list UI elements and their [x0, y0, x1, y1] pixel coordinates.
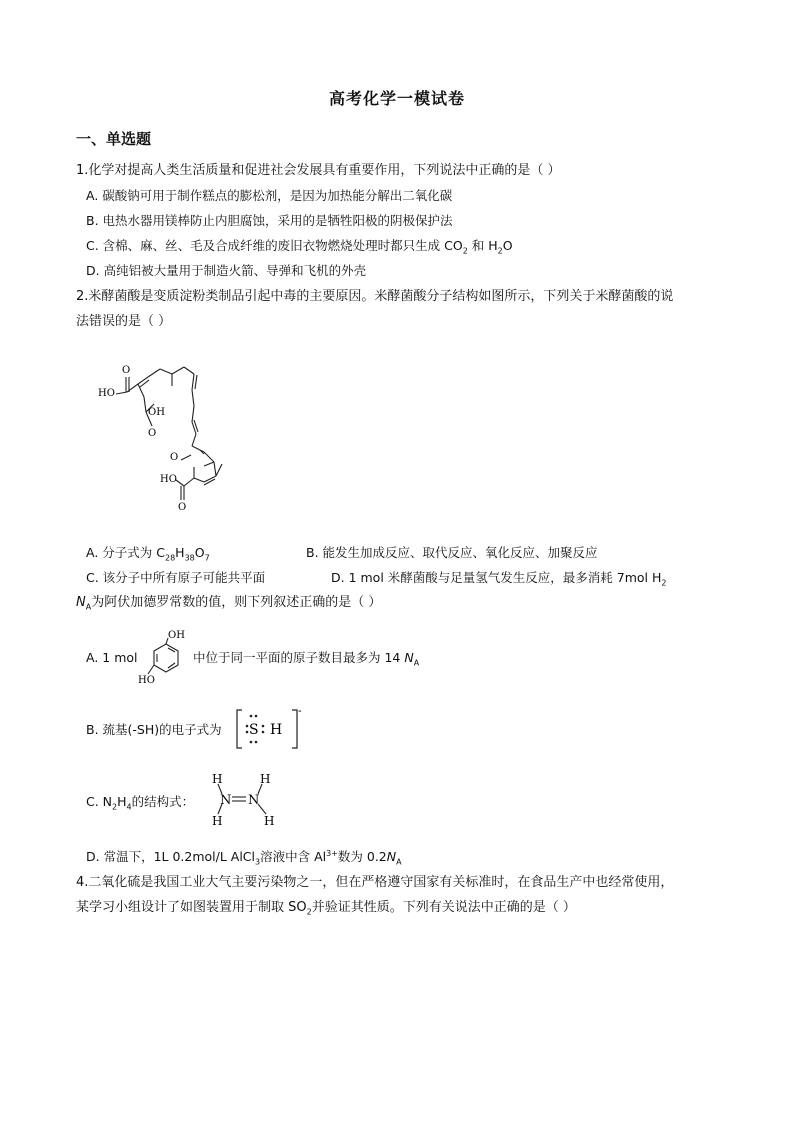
q1-option-a: A. 碳酸钠可用于制作糕点的膨松剂，是因为加热能分解出二氧化碳 — [86, 188, 453, 203]
hydrazine-structure — [204, 770, 284, 830]
q2-option-d: D. 1 mol 米酵菌酸与足量氢气发生反应，最多消耗 7mol $H_2$ — [331, 570, 667, 588]
oh-label: OH — [148, 407, 165, 418]
q1-option-b: B. 电热水器用镁棒防止内胆腐蚀，采用的是牺牲阳极的阴极保护法 — [86, 213, 453, 228]
ho-label-top: HO — [98, 388, 115, 399]
oh-label: OH — [168, 630, 185, 641]
question-3-stem: $N_A$为阿伏加德罗常数的值，则下列叙述正确的是（ ） — [76, 595, 382, 612]
bongkrekic-acid-structure — [96, 352, 266, 522]
ho-label: HO — [138, 675, 155, 686]
ho-label-bottom: HO — [160, 474, 177, 485]
question-2-stem-line1: 2.米酵菌酸是变质淀粉类制品引起中毒的主要原因。米酵菌酸分子结构如图所示，下列关于米酵菌酸的说 — [76, 289, 674, 304]
thiol-electron-formula — [234, 706, 306, 752]
question-1-stem: 1.化学对提高人类生活质量和促进社会发展具有重要作用，下列说法中正确的是（ ） — [76, 163, 561, 178]
page-title: 高考化学一模试卷 — [328, 89, 465, 108]
section-heading: 一、单选题 — [76, 130, 152, 148]
nitrogen-atom-left: N — [220, 793, 232, 808]
q1-option-d: D. 高纯铝被大量用于制造火箭、导弹和飞机的外壳 — [86, 263, 367, 278]
hydrogen-atom-top-left: H — [212, 772, 223, 786]
q3-option-a-prefix: A. 1 mol — [86, 650, 138, 665]
q2-option-c: C. 该分子中所有原子可能共平面 — [86, 570, 266, 585]
q3-option-c-prefix: C. $N_2H_4$的结构式： — [86, 794, 195, 812]
hydrogen-atom: H — [270, 722, 283, 738]
o-label-methoxy: O — [170, 452, 179, 463]
question-4-stem-line2: 某学习小组设计了如图装置用于制取 $SO_2$并验证其性质。下列有关说法中正确的是（ ） — [76, 900, 576, 917]
q3-option-d: D. 常温下，1L 0.2mol/L AlCl$_3$溶液中含 $Al^{3+}$数为 $0.2N_A$ — [86, 848, 402, 867]
o-label-middle: O — [148, 428, 157, 439]
q3-option-b-prefix: B. 巯基(-SH)的电子式为 — [86, 722, 222, 737]
hydrogen-atom-bottom-left: H — [212, 814, 223, 828]
negative-charge: - — [298, 704, 302, 717]
hydrogen-atom-bottom-right: H — [264, 814, 275, 828]
question-4-stem-line1: 4.二氧化硫是我国工业大气主要污染物之一，但在严格遵守国家有关标准时，在食品生产中也经常使用， — [76, 875, 674, 890]
nitrogen-atom-right: N — [248, 793, 260, 808]
o-label-bottom: O — [178, 502, 187, 513]
resorcinol-structure — [138, 628, 190, 688]
q3-option-a-text: 中位于同一平面的原子数目最多为 14 $N_A$ — [193, 650, 420, 668]
q2-option-b: B. 能发生加成反应、取代反应、氧化反应、加聚反应 — [306, 545, 598, 560]
sulfur-atom: S — [249, 722, 259, 738]
o-label-top: O — [122, 365, 131, 376]
hydrogen-atom-top-right: H — [260, 772, 271, 786]
q2-option-a: A. 分子式为 $C_{28}H_{38}O_7$ — [86, 545, 210, 563]
question-2-stem-line2: 法错误的是（ ） — [76, 314, 172, 329]
q1-option-c: C. 含棉、麻、丝、毛及合成纤维的废旧衣物燃烧处理时都只生成 $CO_2$ 和 $H_2O$ — [86, 238, 513, 256]
